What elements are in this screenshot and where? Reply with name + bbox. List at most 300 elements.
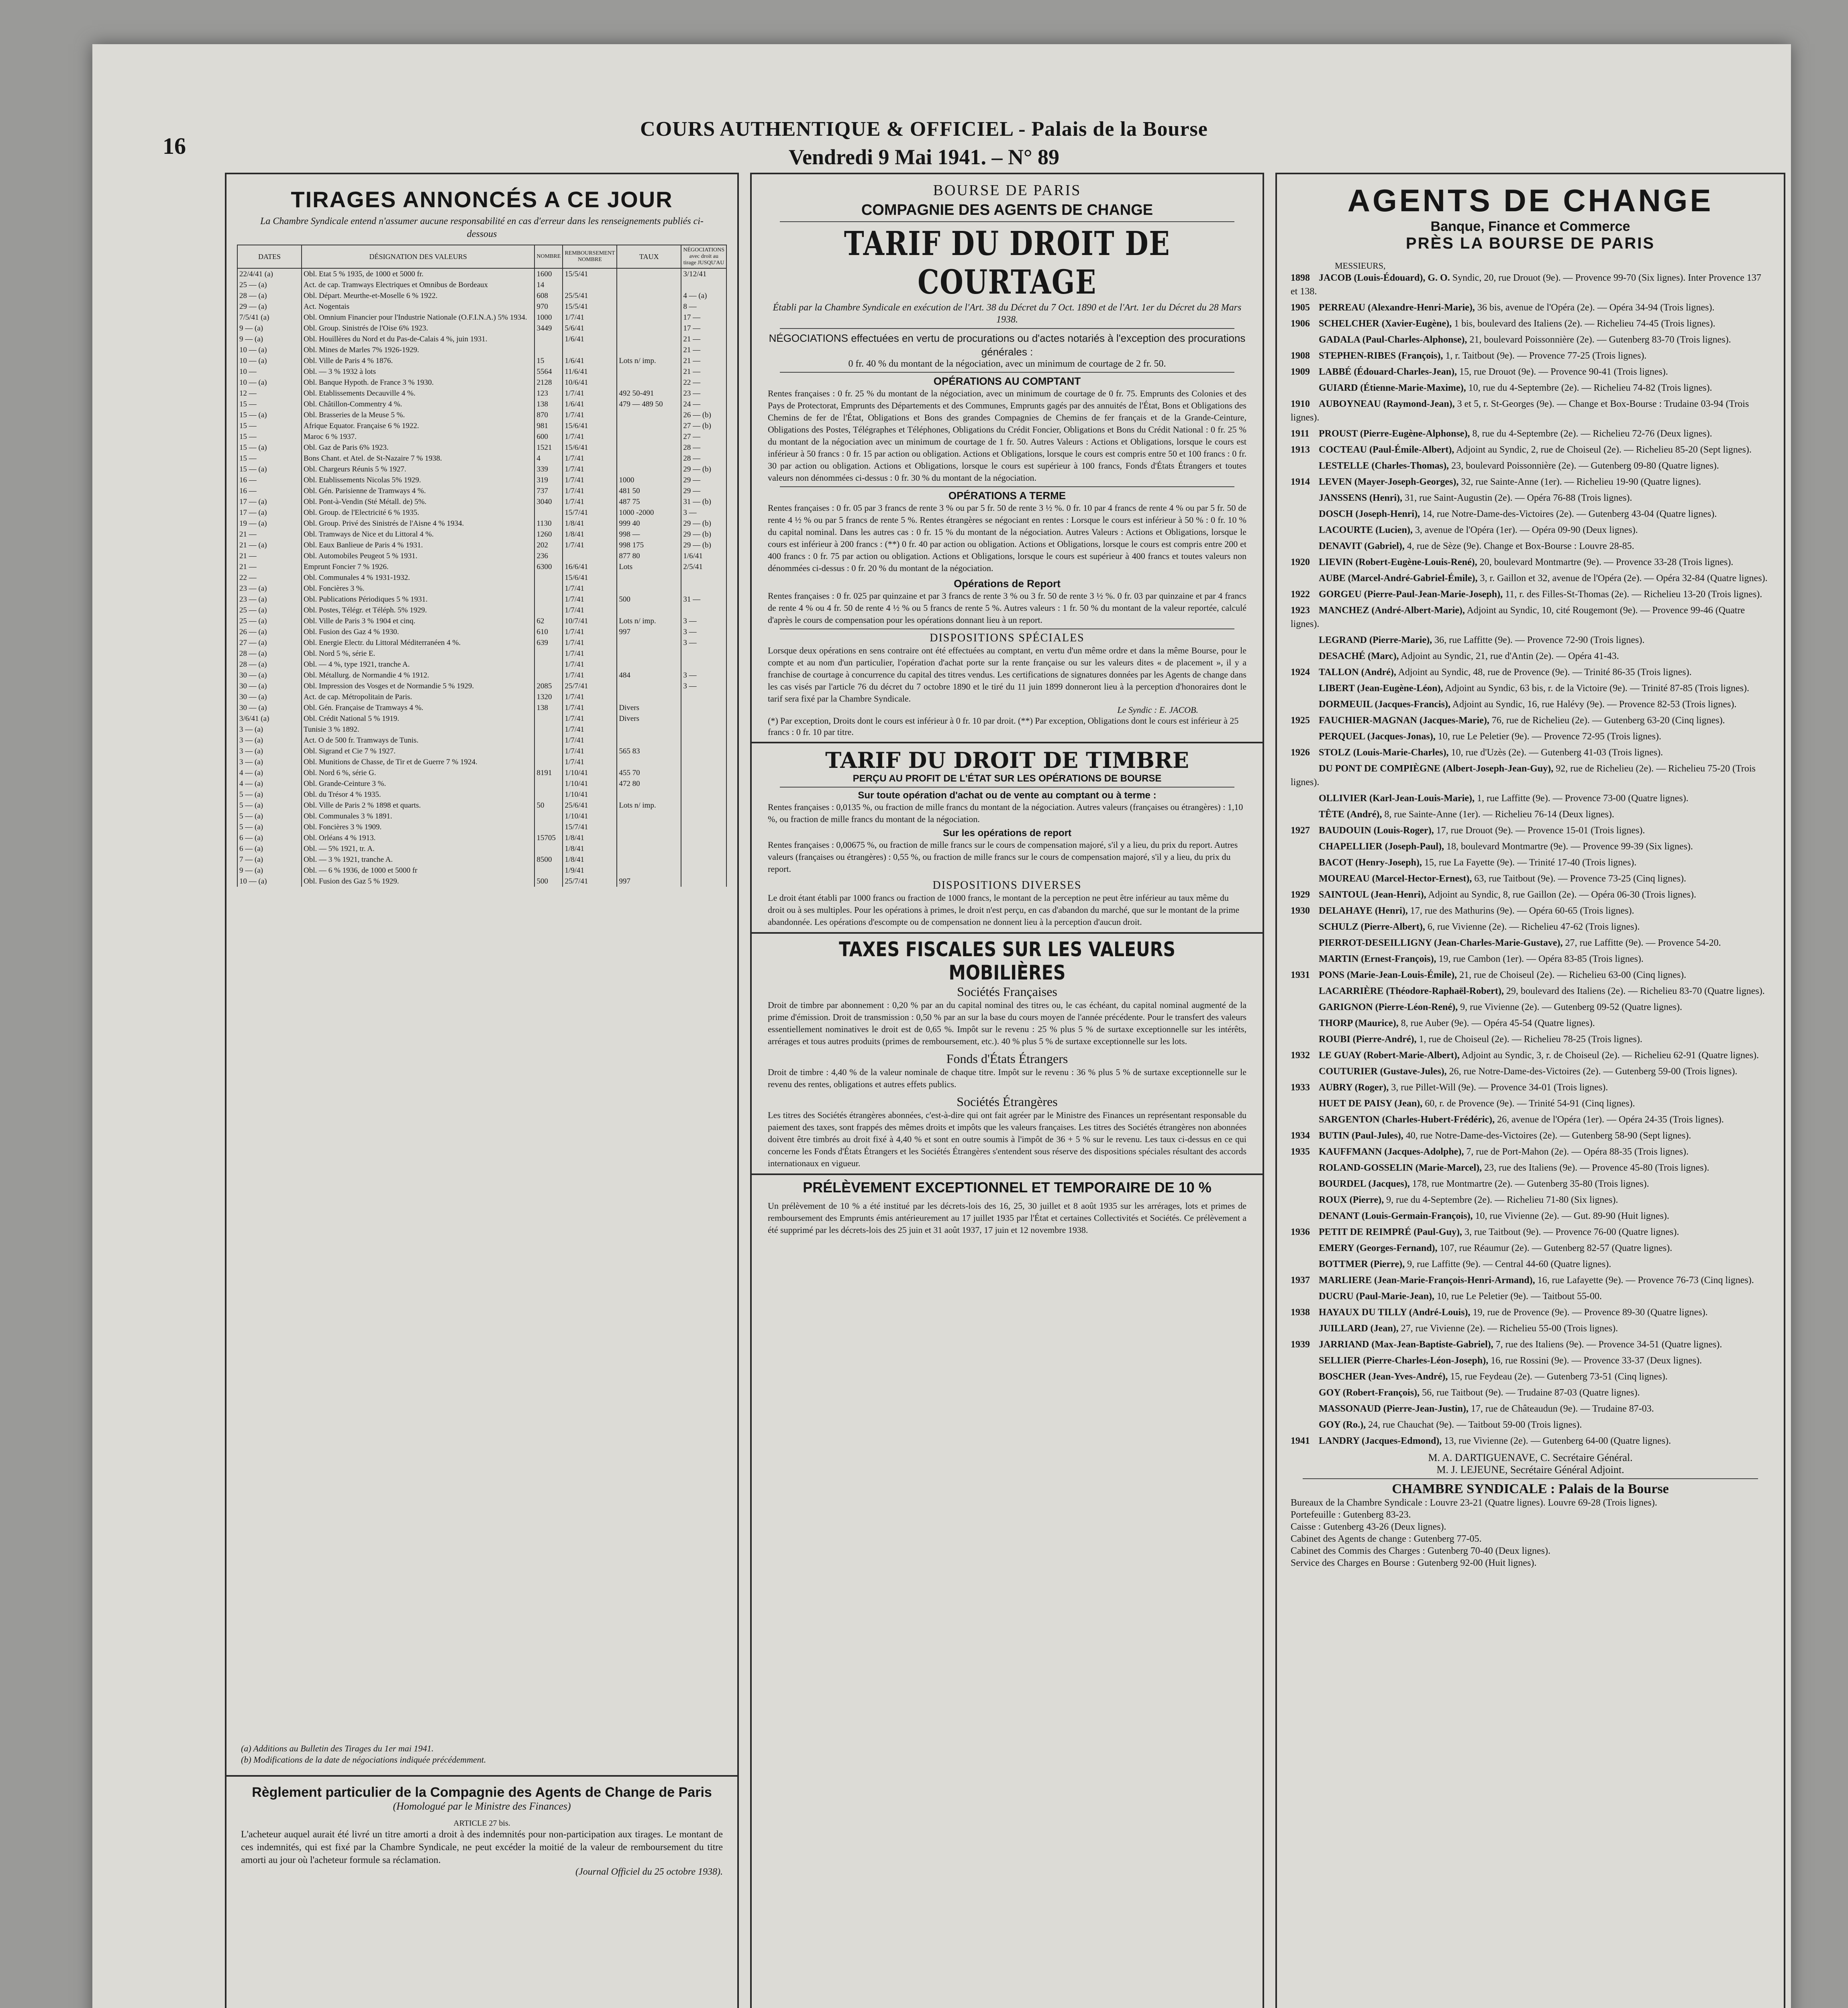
chambre-line: Bureaux de la Chambre Syndicale : Louvre 23-21 (Quatre lignes). Louvre 69-28 (Trois lignes). (1291, 1498, 1657, 1508)
agent-entry (1291, 888, 1770, 902)
agent-entry (1291, 271, 1770, 298)
table-row (237, 507, 726, 518)
table-cell: Act. de cap. Métropolitain de Paris. (302, 692, 534, 702)
table-cell: Obl. Crédit National 5 % 1919. (302, 713, 534, 724)
agent-name: LEVEN (Mayer-Joseph-Georges), (1319, 477, 1459, 487)
table-cell: Obl. Etablissements Nicolas 5% 1929. (302, 475, 534, 486)
table-row (237, 735, 726, 746)
table-row (237, 637, 726, 648)
table-row (237, 410, 726, 420)
agent-year: 1922 (1291, 589, 1310, 600)
table-cell: 9 — (a) (237, 334, 302, 345)
table-row (237, 366, 726, 377)
table-cell (617, 692, 681, 702)
table-row (237, 865, 726, 876)
agent-details: 15, rue La Fayette (9e). — Trinité 17-40 (Trois lignes). (1424, 857, 1637, 868)
table-cell: 1/7/41 (563, 702, 617, 713)
agent-entry (1291, 349, 1770, 363)
table-row (237, 876, 726, 887)
agent-name: PROUST (Pierre-Eugène-Alphonse), (1319, 429, 1470, 439)
table-cell (617, 323, 681, 334)
agent-name: BAUDOUIN (Louis-Roger), (1319, 825, 1434, 836)
agent-details: 15, rue Feydeau (2e). — Gutenberg 73-51 (Cinq lignes). (1450, 1371, 1668, 1382)
table-cell: 639 (534, 637, 563, 648)
tirages-note-a: (a) Additions au Bulletin des Tirages du 1er mai 1941. (241, 1743, 434, 1753)
table-cell: 8 — (681, 301, 726, 312)
table-cell: 1/8/41 (563, 833, 617, 843)
table-cell: 5/6/41 (563, 323, 617, 334)
agent-entry (1291, 1097, 1770, 1110)
agent-details: 7, rue des Italiens (9e). — Provence 34-51 (Quatre lignes). (1495, 1339, 1722, 1350)
table-cell: 1/8/41 (563, 854, 617, 865)
table-cell: 8191 (534, 767, 563, 778)
taxes-text3: Les titres des Sociétés étrangères abonnées, c'est-à-dire qui ont fait agréer par le Ministre des Finances un représentant responsable du paiement des taxes, sont frappés des mêmes droits et impôts que les valeurs françaises. Les titres des Sociétés étrangères non abonnées doivent être timbrés au droit fixé à 4,40 % et sont en outre soumis à l'impôt de 36 + 5 % sur le revenu. Les taux ci-dessus en ce qui concerne les Fonds d'États Étrangers et les Sociétés Étrangères s'entendent sous réserve des dispositions spéciales résultant des accords internationaux en vigueur. (768, 1110, 1246, 1168)
table-cell (617, 583, 681, 594)
table-row (237, 377, 726, 388)
agent-year: 1925 (1291, 715, 1310, 726)
agent-entry (1291, 984, 1770, 998)
agent-details: 1, rue Laffitte (9e). — Provence 73-00 (Quatre lignes). (1477, 793, 1689, 804)
agent-year: 1939 (1291, 1339, 1310, 1350)
courtage-neg-head: NÉGOCIATIONS effectuées en vertu de procurations ou d'actes notariés à l'exception des procurations générales : (769, 332, 1246, 358)
table-cell: 500 (534, 876, 563, 887)
agent-entry (1291, 301, 1770, 314)
table-cell: 31 — (681, 594, 726, 605)
agent-entry (1291, 762, 1770, 789)
table-cell (534, 345, 563, 355)
table-cell (563, 345, 617, 355)
agent-name: BOTTMER (Pierre), (1319, 1259, 1405, 1269)
table-cell: Obl. Orléans 4 % 1913. (302, 833, 534, 843)
table-cell (617, 854, 681, 865)
agent-entry (1291, 952, 1770, 966)
table-cell: 1/7/41 (563, 757, 617, 767)
agent-year: 1929 (1291, 890, 1310, 900)
table-cell: 998 175 (617, 540, 681, 551)
table-cell: Obl. du Trésor 4 % 1935. (302, 789, 534, 800)
table-cell: Lots n/ imp. (617, 616, 681, 626)
table-cell: 15 — (237, 453, 302, 464)
agents-column (1275, 173, 1785, 2008)
table-cell: 22 — (681, 377, 726, 388)
table-cell: Obl. Group. de l'Electricité 6 % 1935. (302, 507, 534, 518)
agent-name: BOSCHER (Jean-Yves-André), (1319, 1371, 1448, 1382)
agent-name: LABBÉ (Édouard-Charles-Jean), (1319, 367, 1457, 377)
table-cell (617, 301, 681, 312)
table-cell: 10 — (a) (237, 345, 302, 355)
table-cell (563, 280, 617, 290)
table-cell: 1600 (534, 268, 563, 280)
agent-entry (1291, 1273, 1770, 1287)
table-cell: 1/8/41 (563, 529, 617, 540)
agent-details: Adjoint au Syndic, 8, rue Gaillon (2e). — Opéra 06-30 (Trois lignes). (1428, 890, 1696, 900)
table-cell (534, 757, 563, 767)
table-cell: 21 — (a) (237, 540, 302, 551)
agent-name: LESTELLE (Charles-Thomas), (1319, 461, 1449, 471)
agent-details: 3, rue Pillet-Will (9e). — Provence 34-01 (Trois lignes). (1391, 1082, 1608, 1093)
table-cell: 3 — (a) (237, 724, 302, 735)
table-row (237, 778, 726, 789)
table-cell: 2128 (534, 377, 563, 388)
agent-name: KAUFFMANN (Jacques-Adolphe), (1319, 1147, 1464, 1157)
table-row (237, 323, 726, 334)
table-cell: 27 — (681, 431, 726, 442)
table-cell: 997 (617, 626, 681, 637)
table-cell (681, 876, 726, 887)
table-row (237, 659, 726, 670)
agent-entry (1291, 1161, 1770, 1175)
agent-name: GADALA (Paul-Charles-Alphonse), (1319, 335, 1467, 345)
table-cell: 123 (534, 388, 563, 399)
table-cell: 1/7/41 (563, 594, 617, 605)
table-cell: 1/9/41 (563, 865, 617, 876)
table-cell: 15 — (237, 431, 302, 442)
agent-details: 27, rue Vivienne (2e). — Richelieu 55-00 (Trois lignes). (1401, 1323, 1618, 1334)
table-cell: Obl. — 4 %, type 1921, tranche A. (302, 659, 534, 670)
agent-year: 1936 (1291, 1227, 1310, 1237)
table-cell (681, 713, 726, 724)
courtage-org: COMPAGNIE DES AGENTS DE CHANGE (861, 202, 1153, 218)
table-cell (681, 778, 726, 789)
agent-name: DU PONT DE COMPIÈGNE (Albert-Joseph-Jean-Guy), (1319, 763, 1554, 774)
agent-entry (1291, 1290, 1770, 1303)
table-row (237, 843, 726, 854)
table-cell (681, 692, 726, 702)
agent-name: LIBERT (Jean-Eugène-Léon), (1319, 683, 1443, 694)
agent-name: MARLIERE (Jean-Marie-François-Henri-Armand), (1319, 1275, 1535, 1286)
masthead-date: Vendredi 9 Mai 1941. – N° 89 (788, 145, 1060, 169)
table-cell: 3 — (681, 626, 726, 637)
table-cell: 608 (534, 290, 563, 301)
table-cell: 21 — (681, 334, 726, 345)
agent-year: 1933 (1291, 1082, 1310, 1093)
agent-name: GUIARD (Étienne-Marie-Maxime), (1319, 383, 1466, 393)
table-cell: 319 (534, 475, 563, 486)
table-cell: 1/7/41 (563, 410, 617, 420)
table-cell: 22 — (237, 572, 302, 583)
col-dates: DATES (237, 245, 302, 268)
table-cell (617, 833, 681, 843)
table-cell: 3 — (a) (237, 735, 302, 746)
table-row (237, 681, 726, 692)
table-row (237, 486, 726, 496)
agent-name: HUET DE PAISY (Jean), (1319, 1098, 1423, 1109)
agent-entry (1291, 1065, 1770, 1078)
table-cell: Obl. Publications Périodiques 5 % 1931. (302, 594, 534, 605)
agent-details: Adjoint au Syndic, 2, rue de Choiseul (2e). — Richelieu 85-20 (Sept lignes). (1456, 445, 1752, 455)
agent-entry (1291, 840, 1770, 853)
table-cell (617, 735, 681, 746)
agents-messieurs: MESSIEURS, (1335, 261, 1386, 271)
table-cell: Obl. Départ. Meurthe-et-Moselle 6 % 1922. (302, 290, 534, 301)
table-cell: 6 — (a) (237, 833, 302, 843)
agent-entry (1291, 746, 1770, 759)
table-cell: 15 — (237, 420, 302, 431)
table-cell: 1000 -2000 (617, 507, 681, 518)
table-cell (534, 605, 563, 616)
table-cell: Obl. Gén. Française de Tramways 4 %. (302, 702, 534, 713)
agent-details: 9, rue Laffitte (9e). — Central 44-60 (Quatre lignes). (1407, 1259, 1611, 1269)
taxes-text2: Droit de timbre : 4,40 % de la valeur nominale de chaque titre. Impôt sur le revenu : 36 % plus 5 % de surtaxe exceptionnelle sur le revenu des rentes, obligations et autres effets publics. (768, 1067, 1246, 1089)
agent-name: ROUX (Pierre), (1319, 1195, 1384, 1205)
table-cell: Obl. Ville de Paris 3 % 1904 et cinq. (302, 616, 534, 626)
table-cell: Obl. Nord 6 %, série G. (302, 767, 534, 778)
table-cell: 1/7/41 (563, 746, 617, 757)
table-cell: 5 — (a) (237, 789, 302, 800)
table-cell (681, 767, 726, 778)
table-cell: Obl. Chargeurs Réunis 5 % 1927. (302, 464, 534, 475)
table-cell: 1/7/41 (563, 659, 617, 670)
secretary-1: M. A. DARTIGUENAVE, C. Secrétaire Général. (1428, 1452, 1633, 1463)
table-cell: 15/5/41 (563, 301, 617, 312)
table-cell: Obl. Energie Electr. du Littoral Méditerranéen 4 %. (302, 637, 534, 648)
table-cell (681, 746, 726, 757)
table-cell: 25/5/41 (563, 290, 617, 301)
dispositions-text: Lorsque deux opérations en sens contraire ont été effectuées au comptant, en vertu d'un même ordre et dans la même Bourse, pour le compte et au nom d'un particulier, l'opération d'achat porte sur la rente française ou sur les valeurs dites « de placement », il y a franchise de courtage à concurrence du capital des titres vendus. Les certifications de signatures données par les Agents de change dans les cas visés par l'article 76 du décret du 7 octobre 1890 et le tiré du 11 juin 1899 donneront lieu à la perception d'honoraires dont le tarif sera fixé par la Chambre Syndicale. (768, 645, 1246, 704)
agent-year: 1905 (1291, 302, 1310, 313)
agent-details: 18, boulevard Montmartre (9e). — Provence 99-39 (Six lignes). (1446, 841, 1693, 852)
table-cell: 30 — (a) (237, 692, 302, 702)
table-row (237, 800, 726, 811)
table-cell: 25 — (a) (237, 616, 302, 626)
agent-details: 10, rue Le Peletier (9e). — Taitbout 55-00. (1436, 1291, 1602, 1302)
agent-details: Adjoint au Syndic, 16, rue Halévy (9e). — Provence 82-53 (Trois lignes). (1452, 699, 1737, 710)
table-cell: 23 — (a) (237, 583, 302, 594)
table-cell: Obl. Banque Hypoth. de France 3 % 1930. (302, 377, 534, 388)
agent-year: 1923 (1291, 605, 1310, 616)
agent-name: LANDRY (Jacques-Edmond), (1319, 1436, 1442, 1446)
agent-name: CHAPELLIER (Joseph-Paul), (1319, 841, 1444, 852)
table-cell: Obl. — 3 % 1921, tranche A. (302, 854, 534, 865)
table-cell (681, 605, 726, 616)
agent-entry (1291, 665, 1770, 679)
agent-year: 1938 (1291, 1307, 1310, 1318)
table-row (237, 540, 726, 551)
table-cell: 2085 (534, 681, 563, 692)
agent-entry (1291, 397, 1770, 424)
table-cell: 3 — (681, 681, 726, 692)
agent-year: 1920 (1291, 557, 1310, 567)
taxes-sub2: Fonds d'États Étrangers (946, 1051, 1068, 1066)
agent-entry (1291, 920, 1770, 934)
table-cell: Obl. Fusion des Gaz 5 % 1929. (302, 876, 534, 887)
table-cell: 5 — (a) (237, 800, 302, 811)
table-row (237, 475, 726, 486)
table-cell: 4 (534, 453, 563, 464)
col-nombre: NOMBRE (534, 245, 563, 268)
table-cell (617, 280, 681, 290)
table-cell (681, 800, 726, 811)
table-cell: 138 (534, 399, 563, 410)
table-row (237, 626, 726, 637)
agent-entry (1291, 1370, 1770, 1384)
agent-name: PETIT DE REIMPRÉ (Paul-Guy), (1319, 1227, 1462, 1237)
agent-name: SCHELCHER (Xavier-Eugène), (1319, 318, 1452, 329)
table-cell: 25/7/41 (563, 876, 617, 887)
table-cell: 487 75 (617, 496, 681, 507)
table-cell: 3 — (a) (237, 746, 302, 757)
table-cell: Act. de cap. Tramways Electriques et Omnibus de Bordeaux (302, 280, 534, 290)
table-cell: 11/6/41 (563, 366, 617, 377)
table-cell: 5564 (534, 366, 563, 377)
agent-entry (1291, 523, 1770, 537)
agent-details: 29, boulevard des Italiens (2e). — Richelieu 83-70 (Quatre lignes). (1506, 986, 1765, 996)
table-cell: 472 80 (617, 778, 681, 789)
table-cell (617, 822, 681, 833)
agent-details: 1, rue de Choiseul (2e). — Richelieu 78-25 (Trois lignes). (1419, 1034, 1642, 1045)
chambre-title: CHAMBRE SYNDICALE : Palais de la Bourse (1392, 1482, 1669, 1496)
agent-entry (1291, 1016, 1770, 1030)
table-row (237, 388, 726, 399)
table-cell: 25/7/41 (563, 681, 617, 692)
table-cell: Obl. — 5% 1921, tr. A. (302, 843, 534, 854)
table-cell: 3/6/41 (a) (237, 713, 302, 724)
table-cell (617, 431, 681, 442)
table-cell: Obl. Pont-à-Vendin (Sté Métall. de) 5%. (302, 496, 534, 507)
table-cell: 1/10/41 (563, 778, 617, 789)
agent-entry (1291, 365, 1770, 379)
table-cell: 17 — (681, 323, 726, 334)
table-cell: 26 — (b) (681, 410, 726, 420)
table-cell: 10/6/41 (563, 377, 617, 388)
agent-details: 32, rue Sainte-Anne (1er). — Richelieu 19-90 (Quatre lignes). (1461, 477, 1701, 487)
table-row (237, 572, 726, 583)
table-cell: Act. Nogentais (302, 301, 534, 312)
table-cell: 14 (534, 280, 563, 290)
table-cell: Divers (617, 702, 681, 713)
agent-details: 16, rue Rossini (9e). — Provence 33-37 (Deux lignes). (1491, 1355, 1702, 1366)
table-cell (617, 865, 681, 876)
timbre-subtitle: PERÇU AU PROFIT DE L'ÉTAT SUR LES OPÉRATIONS DE BOURSE (853, 773, 1162, 784)
table-cell: 1/10/41 (563, 811, 617, 822)
table-cell: Obl. Mines de Marles 7% 1926-1929. (302, 345, 534, 355)
table-cell: 1/8/41 (563, 843, 617, 854)
table-cell: 1000 (534, 312, 563, 323)
tarifs-column (750, 173, 1264, 2008)
agent-year: 1941 (1291, 1436, 1310, 1446)
table-cell (617, 268, 681, 280)
table-cell: 1/7/41 (563, 431, 617, 442)
table-cell: 3040 (534, 496, 563, 507)
table-cell (617, 681, 681, 692)
reglement-title: Règlement particulier de la Compagnie des Agents de Change de Paris (252, 1785, 712, 1800)
agent-details: 19, rue de Provence (9e). — Provence 89-30 (Quatre lignes). (1473, 1307, 1708, 1318)
agent-details: 13, rue Vivienne (2e). — Gutenberg 64-00 (Quatre lignes). (1444, 1436, 1671, 1446)
table-row (237, 616, 726, 626)
agent-details: 107, rue Réaumur (2e). — Gutenberg 82-57 (Quatre lignes). (1440, 1243, 1673, 1253)
table-row (237, 692, 726, 702)
table-cell: Obl. Châtillon-Commentry 4 %. (302, 399, 534, 410)
taxes-title: TAXES FISCALES SUR LES VALEURS MOBILIÈRES (839, 938, 1175, 984)
table-cell: Obl. Etablissements Decauville 4 %. (302, 388, 534, 399)
agent-entry (1291, 604, 1770, 631)
agent-name: SAINTOUL (Jean-Henri), (1319, 890, 1426, 900)
agent-entry (1291, 1049, 1770, 1062)
table-cell: 610 (534, 626, 563, 637)
table-row (237, 280, 726, 290)
table-cell (617, 366, 681, 377)
agent-entry (1291, 1338, 1770, 1351)
agent-details: 21, rue de Choiseul (2e). — Richelieu 63-00 (Cinq lignes). (1459, 970, 1687, 980)
table-cell: 3 — (a) (237, 757, 302, 767)
agent-name: MASSONAUD (Pierre-Jean-Justin), (1319, 1404, 1469, 1414)
table-cell: Obl. Ville de Paris 2 % 1898 et quarts. (302, 800, 534, 811)
table-row (237, 822, 726, 833)
agent-details: 1 bis, boulevard des Italiens (2e). — Richelieu 74-45 (Trois lignes). (1454, 318, 1715, 329)
agent-name: FAUCHIER-MAGNAN (Jacques-Marie), (1319, 715, 1489, 726)
table-cell: 22/4/41 (a) (237, 268, 302, 280)
agent-entry (1291, 824, 1770, 837)
table-row (237, 334, 726, 345)
table-cell: 4 — (a) (681, 290, 726, 301)
table-cell: 202 (534, 540, 563, 551)
agent-name: JACOB (Louis-Édouard), G. O. (1319, 273, 1450, 283)
table-cell: 50 (534, 800, 563, 811)
agent-name: TÊTE (André), (1319, 809, 1382, 820)
table-cell: 16/6/41 (563, 561, 617, 572)
agent-name: SARGENTON (Charles-Hubert-Frédéric), (1319, 1114, 1495, 1125)
table-cell: 15 (534, 355, 563, 366)
table-cell (681, 843, 726, 854)
table-cell: 600 (534, 431, 563, 442)
table-cell (681, 865, 726, 876)
table-cell: 25/6/41 (563, 800, 617, 811)
agent-entry (1291, 1225, 1770, 1239)
table-row (237, 355, 726, 366)
col-taux: TAUX (617, 245, 681, 268)
agent-name: LE GUAY (Robert-Marie-Albert), (1319, 1050, 1460, 1061)
agent-name: SELLIER (Pierre-Charles-Léon-Joseph), (1319, 1355, 1489, 1366)
reglement-section (225, 1775, 739, 1886)
agent-details: 21, boulevard Poissonnière (2e). — Gutenberg 83-70 (Trois lignes). (1469, 335, 1731, 345)
agent-year: 1927 (1291, 825, 1310, 836)
col-negociations: NÉGOCIATIONS avec droit au tirage JUSQU'AU (681, 245, 726, 268)
table-cell: 21 — (681, 345, 726, 355)
agent-name: LEGRAND (Pierre-Marie), (1319, 635, 1432, 645)
table-cell: 29 — (b) (681, 518, 726, 529)
table-cell (617, 442, 681, 453)
agent-details: 27, rue Laffitte (9e). — Provence 54-20. (1565, 938, 1721, 948)
table-cell (534, 648, 563, 659)
table-row (237, 301, 726, 312)
agent-year: 1910 (1291, 399, 1310, 409)
table-cell: Obl. Foncières 3 % 1909. (302, 822, 534, 833)
reglement-subtitle: (Homologué par le Ministre des Finances) (393, 1800, 571, 1812)
table-row (237, 561, 726, 572)
table-cell: 1521 (534, 442, 563, 453)
agent-entry (1291, 1000, 1770, 1014)
table-cell: Lots n/ imp. (617, 800, 681, 811)
table-cell: Obl. Eaux Banlieue de Paris 4 % 1931. (302, 540, 534, 551)
chambre-lines (1291, 1497, 1770, 1569)
table-row (237, 551, 726, 561)
agent-details: Adjoint au Syndic, 48, rue de Provence (9e). — Trinité 86-35 (Trois lignes). (1398, 667, 1692, 677)
agent-details: 56, rue Taitbout (9e). — Trudaine 87-03 (Quatre lignes). (1422, 1388, 1640, 1398)
table-cell: Obl. Omnium Financier pour l'Industrie Nationale (O.F.I.N.A.) 5% 1934. (302, 312, 534, 323)
table-row (237, 268, 726, 280)
table-cell: Obl. Impression des Vosges et de Normandie 5 % 1929. (302, 681, 534, 692)
table-cell (617, 377, 681, 388)
agent-name: DESACHÉ (Marc), (1319, 651, 1399, 661)
agent-details: 24, rue Chauchat (9e). — Taitbout 59-00 (Trois lignes). (1368, 1420, 1582, 1430)
agent-year: 1924 (1291, 667, 1310, 677)
agent-name: DENAVIT (Gabriel), (1319, 541, 1405, 551)
table-cell: Obl. — 6 % 1936, de 1000 et 5000 fr (302, 865, 534, 876)
table-cell (617, 345, 681, 355)
agent-details: 17, rue Drouot (9e). — Provence 15-01 (Trois lignes). (1436, 825, 1645, 836)
chambre-line: Caisse : Gutenberg 43-26 (Deux lignes). (1291, 1522, 1446, 1532)
agent-details: 19, rue Cambon (1er). — Opéra 83-85 (Trois lignes). (1438, 954, 1644, 964)
